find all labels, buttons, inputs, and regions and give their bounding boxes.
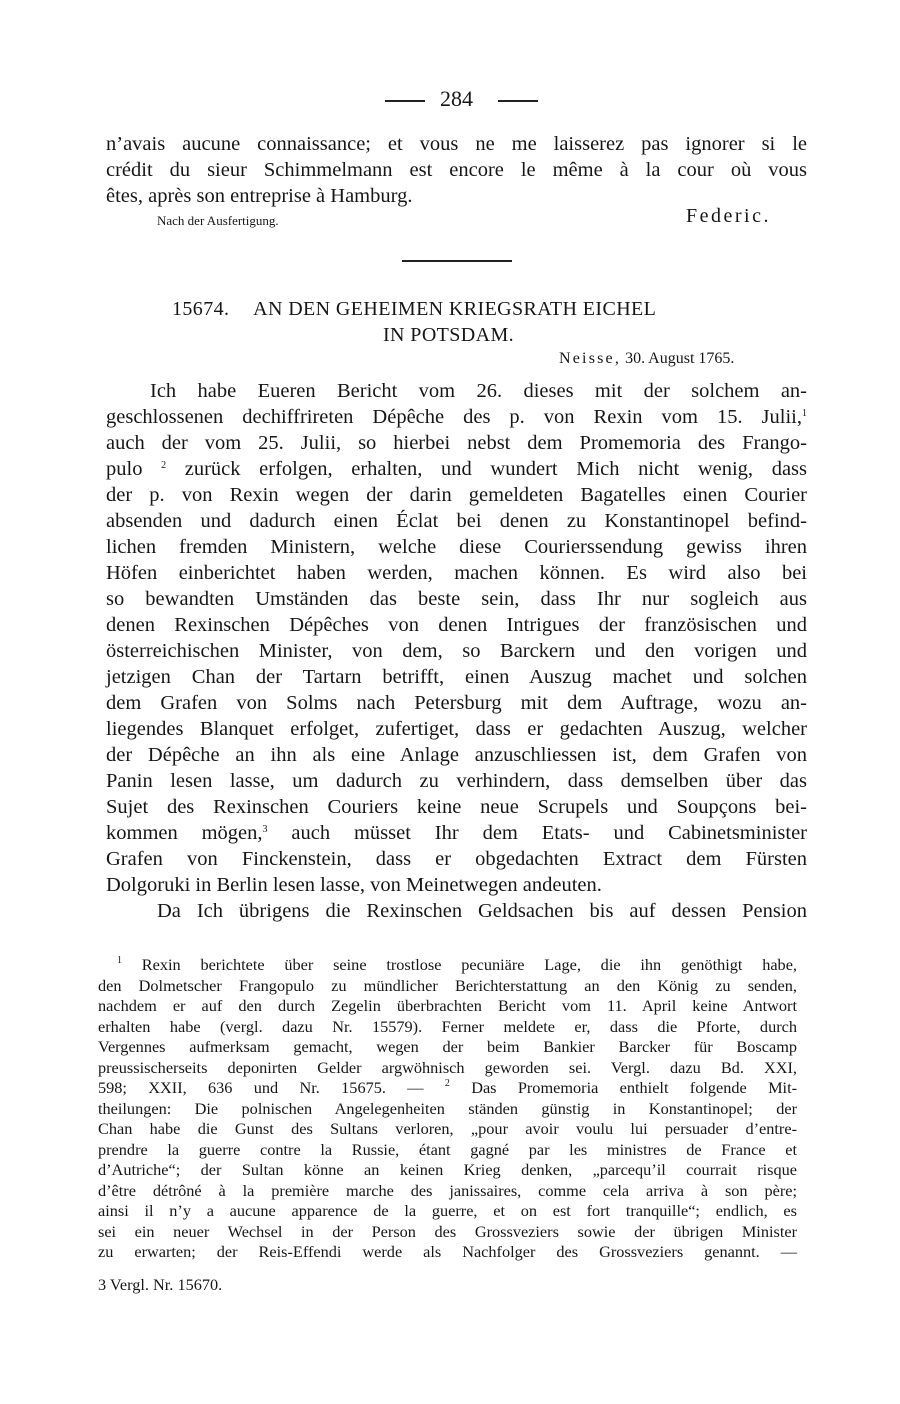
footnote-mark: 1 bbox=[117, 955, 122, 966]
footnote-line: 598; XXII, 636 und Nr. 15675. — $^2$ Das Promemoria enthielt folgende Mit- bbox=[98, 1078, 798, 1097]
body-line: geschlossenen dechiffrireten Dépêche des p. von Rexin vom 15. Julii,$^1$ bbox=[106, 406, 807, 428]
source-note: Nach der Ausfertigung. bbox=[157, 213, 279, 228]
body-line: liegendes Blanquet erfolget, zufertiget, dass er gedachten Auszug, welcher bbox=[106, 718, 807, 740]
body-line: österreichischen Minister, von dem, so Barckern und den vorigen und bbox=[106, 640, 807, 662]
footnote-line: d’être détrôné à la première marche des janissaires, comme cela arriva à son père; bbox=[98, 1180, 797, 1200]
letter-number: 15674. bbox=[172, 298, 230, 320]
section-divider bbox=[402, 260, 512, 262]
footnote-line: erhalten habe (vergl. dazu Nr. 15579). Ferner meldete er, dass die Pforte, durch bbox=[98, 1016, 797, 1036]
footnote-ref: 2 bbox=[161, 460, 167, 471]
footnote-ref: 3 bbox=[262, 824, 268, 835]
body-line: Ich habe Eueren Bericht vom 26. dieses mit der solchem an- bbox=[150, 380, 807, 402]
body-line: absenden und dadurch einen Éclat bei denen zu Konstantinopel befind- bbox=[106, 510, 807, 532]
body-line: der p. von Rexin wegen der darin gemeldeten Bagatelles einen Courier bbox=[106, 484, 807, 506]
footnote-ref: 1 bbox=[802, 408, 807, 419]
footnote-line: Vergennes aufmerksam gemacht, wegen der beim Bankier Barcker für Boscamp bbox=[98, 1037, 797, 1056]
footnote-line: d’Autriche“; der Sultan könne an keinen Krieg denken, „parcequ’il courrait risque bbox=[98, 1160, 797, 1179]
page-number: 284 bbox=[440, 86, 473, 111]
letter-heading bbox=[172, 296, 656, 322]
letter-dateline bbox=[559, 348, 734, 370]
footnote-line: 3 Vergl. Nr. 15670. bbox=[98, 1275, 223, 1294]
header-dash-left bbox=[385, 100, 425, 102]
footnote-line: theilungen: Die polnischen Angelegenheiten ständen günstig in Konstantinopel; der bbox=[98, 1098, 797, 1118]
continuation-line: êtes, après son entreprise à Hamburg. bbox=[106, 185, 413, 207]
footnote-line: sei ein neuer Wechsel in der Person des Grossveziers sowie der übrigen Minister bbox=[98, 1221, 797, 1241]
body-line: jetzigen Chan der Tartarn betrifft, einen Auszug machet und solchen bbox=[106, 666, 807, 688]
continuation-line: crédit du sieur Schimmelmann est encore le même à la cour où vous bbox=[106, 159, 807, 181]
letter-recipient-place: IN POTSDAM. bbox=[383, 324, 515, 346]
continuation-line: n’avais aucune connaissance; et vous ne me laisserez pas ignorer si le bbox=[106, 133, 807, 155]
footnote-mark: 3 bbox=[98, 1275, 107, 1294]
letter-place: Neisse, bbox=[559, 350, 622, 367]
body-line: so bewandten Umständen das beste sein, dass Ihr nur sogleich aus bbox=[106, 588, 807, 610]
signature: Federic. bbox=[686, 205, 771, 227]
body-line: Dolgoruki in Berlin lesen lasse, von Meinetwegen andeuten. bbox=[106, 874, 602, 896]
body-line: Da Ich übrigens die Rexinschen Geldsachen bis auf dessen Pension bbox=[157, 900, 807, 922]
body-line: Grafen von Finckenstein, dass er obgedachten Extract dem Fürsten bbox=[106, 848, 807, 870]
body-line: lichen fremden Ministern, welche diese Courierssendung gewiss ihren bbox=[106, 536, 807, 558]
body-line: dem Grafen von Solms nach Petersburg mit dem Auftrage, wozu an- bbox=[106, 692, 807, 714]
footnote-line: Chan habe die Gunst des Sultans verloren, „pour avoir voulu lui persuader d’entre- bbox=[98, 1119, 797, 1138]
footnote-line: nachdem er auf den durch Zegelin überbrachten Bericht vom 11. April keine Antwort bbox=[98, 996, 797, 1015]
body-line: Höfen einberichtet haben werden, machen können. Es wird also bei bbox=[106, 562, 807, 584]
body-line: Panin lesen lasse, um dadurch zu verhindern, dass demselben über das bbox=[106, 770, 807, 792]
footnote-line: den Dolmetscher Frangopulo zu mündlicher Berichterstattung an den König zu senden, bbox=[98, 975, 797, 995]
footnote-line: $^1$ Rexin berichtete über seine trostlose pecuniäre Lage, die ihn genöthigt habe, bbox=[117, 955, 797, 974]
body-line: kommen mögen,$^3$ auch müsset Ihr dem Etats- und Cabinetsminister bbox=[106, 822, 807, 844]
footnote-line: zu erwarten; der Reis-Effendi werde als Nachfolger des Grossveziers genannt. — bbox=[98, 1242, 797, 1261]
footnote-mark: 2 bbox=[444, 1078, 450, 1089]
header-dash-right bbox=[498, 100, 538, 102]
footnote-line: preussischerseits deponirten Gelder argwöhnisch geworden sei. Vergl. dazu Bd. XXI, bbox=[98, 1057, 797, 1077]
body-line: pulo $^2$ zurück erfolgen, erhalten, und wundert Mich nicht wenig, dass bbox=[106, 458, 807, 480]
body-line: der Dépêche an ihn als eine Anlage anzuschliessen ist, dem Grafen von bbox=[106, 744, 807, 766]
letter-recipient: AN DEN GEHEIMEN KRIEGSRATH EICHEL bbox=[253, 298, 657, 320]
body-line: denen Rexinschen Dépêches von denen Intrigues der französischen und bbox=[106, 614, 807, 636]
letter-date: 30. August 1765. bbox=[625, 350, 735, 367]
body-line: Sujet des Rexinschen Couriers keine neue Scrupels und Soupçons bei- bbox=[106, 796, 807, 818]
page-header bbox=[0, 84, 900, 114]
body-line: auch der vom 25. Julii, so hierbei nebst dem Promemoria des Frango- bbox=[106, 432, 807, 454]
footnote-line: prendre la guerre contre la Russie, étant gagné par les ministres de France et bbox=[98, 1139, 797, 1159]
footnote-line: ainsi il n’y a aucune apparence de la guerre, et on est fort tranquille“; endlich, es bbox=[98, 1201, 797, 1220]
